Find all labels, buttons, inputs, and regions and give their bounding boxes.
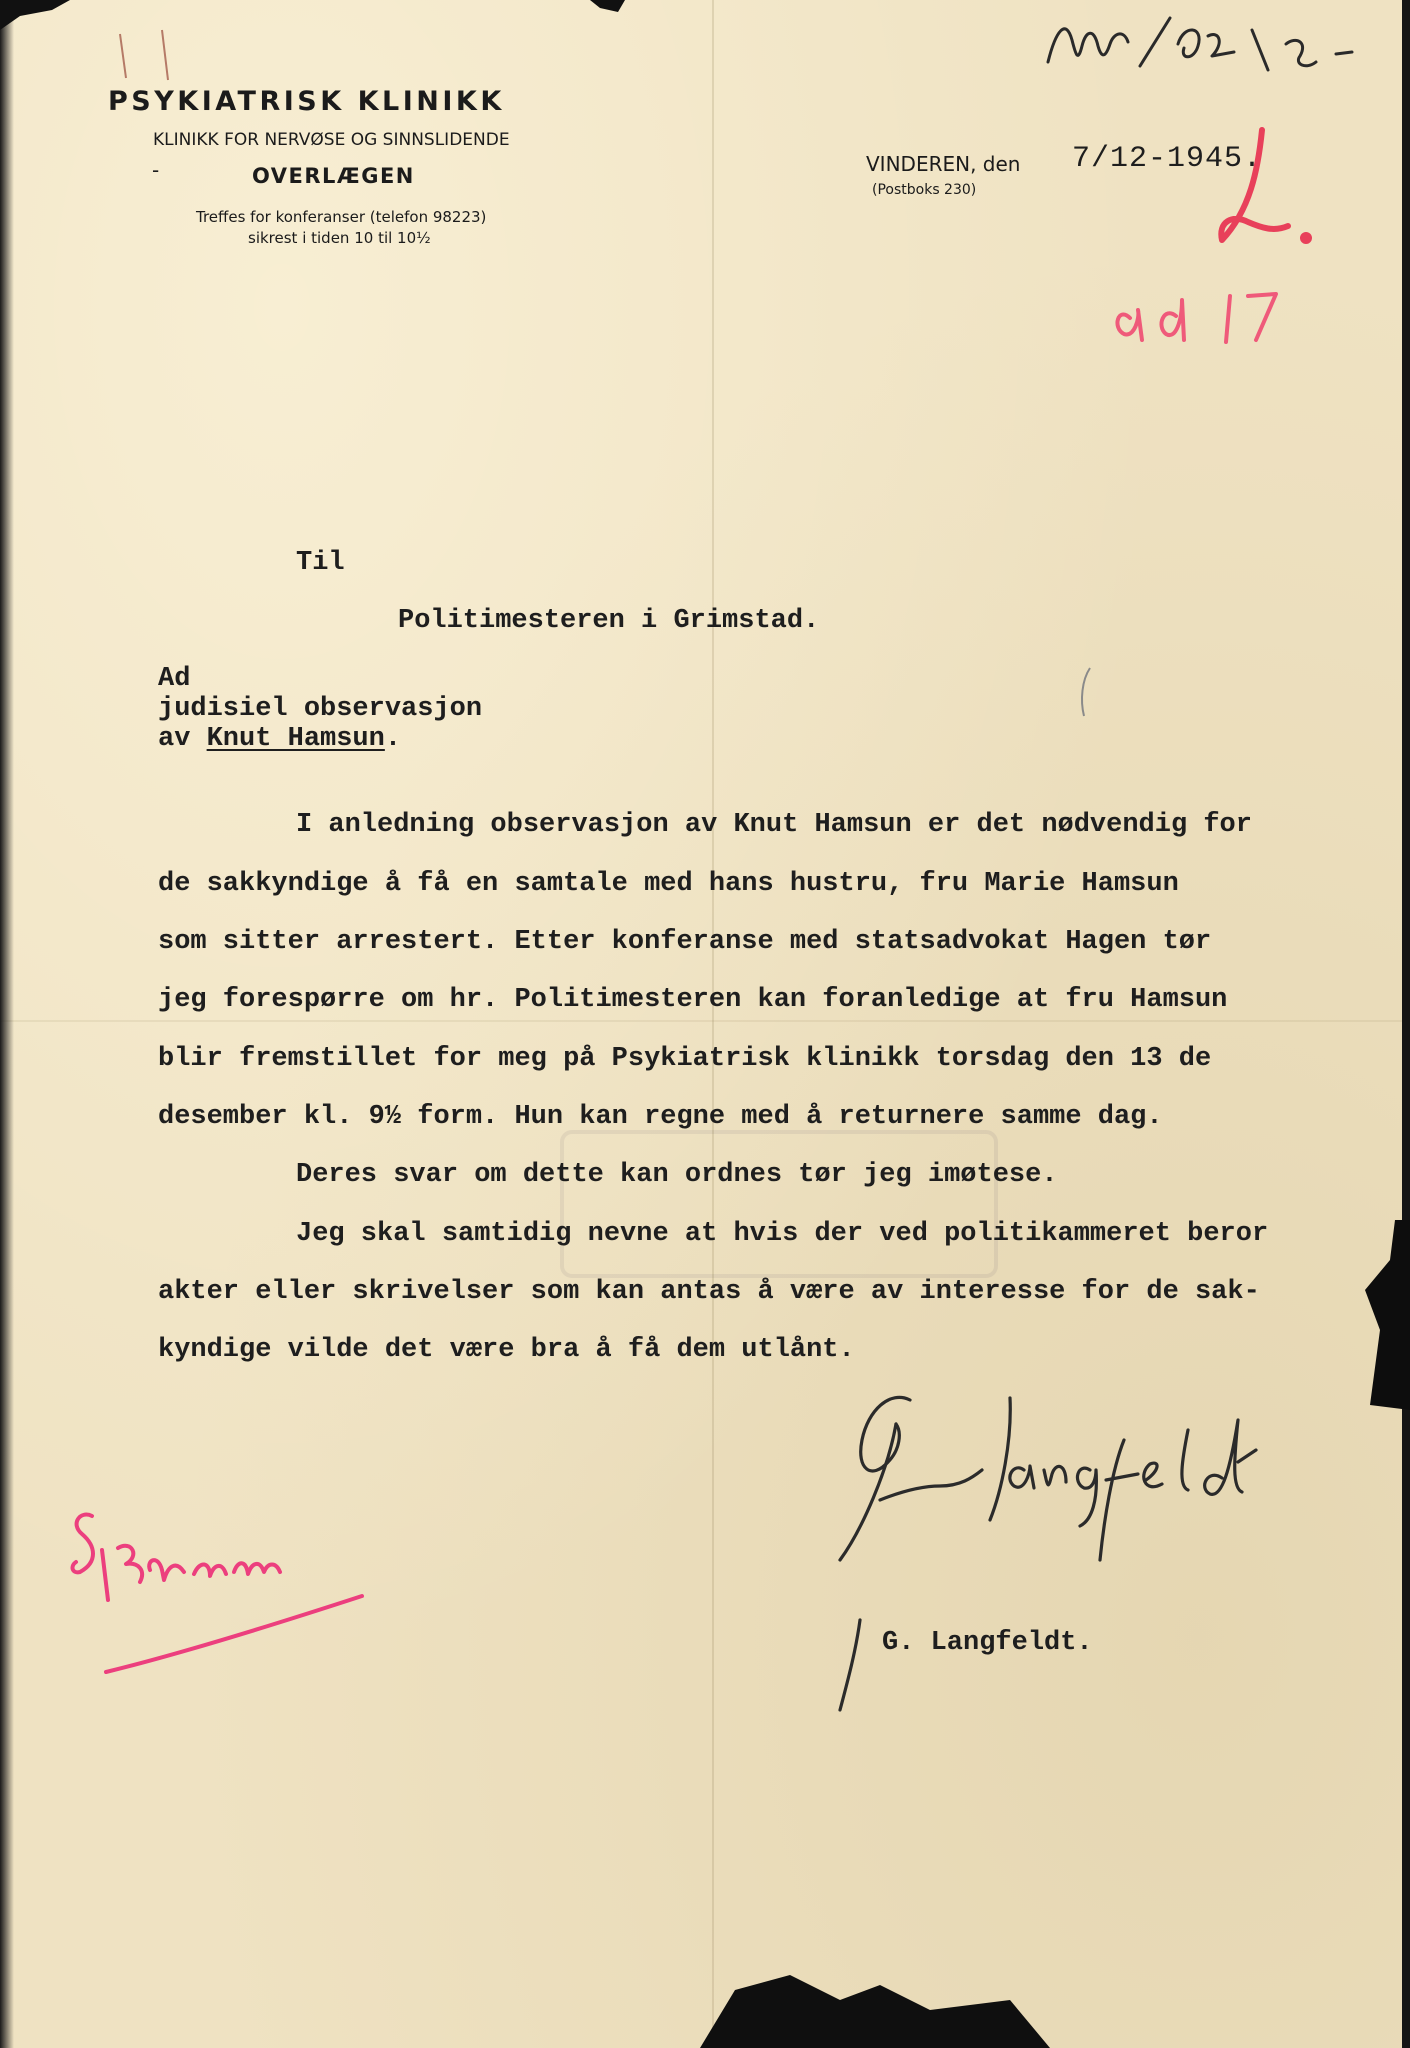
dateline-date: 7/12-1945. xyxy=(1072,142,1263,176)
dateline-postbox: (Postboks 230) xyxy=(872,182,977,198)
faint-bleedthrough-stamp xyxy=(560,1130,998,1278)
torn-edge-right xyxy=(1365,1220,1410,1410)
letterhead-hours-line2: sikrest i tiden 10 til 10½ xyxy=(248,229,431,247)
body-line-2: de sakkyndige å få en samtale med hans hustru, fru Marie Hamsun xyxy=(158,869,1179,899)
subject-line-2: judisiel observasjon xyxy=(158,694,483,724)
handwritten-reference-top-right xyxy=(1048,18,1352,70)
addressee: Politimesteren i Grimstad. xyxy=(398,606,820,636)
handwritten-signature xyxy=(840,1397,1256,1710)
subject-line-3 xyxy=(158,724,401,754)
letterhead-hours-line1: Treffes for konferanser (telefon 98223) xyxy=(196,208,487,226)
body-line-8: Jeg skal samtidig nevne at hvis der ved politikammeret beror xyxy=(296,1219,1269,1249)
body-line-4: jeg forespørre om hr. Politimesteren kan foranledige at fru Hamsun xyxy=(158,985,1228,1015)
body-line-1: I anledning observasjon av Knut Hamsun er det nødvendig for xyxy=(296,810,1252,840)
body-line-9: akter eller skrivelser som kan antas å være av interesse for de sak- xyxy=(158,1277,1260,1307)
red-pencil-reference xyxy=(1117,294,1276,342)
torn-edge-bottom xyxy=(700,1975,1050,2048)
body-line-7: Deres svar om dette kan ordnes tør jeg imøtese. xyxy=(296,1160,1058,1190)
pink-pencil-name xyxy=(73,1515,362,1672)
typed-signature: G. Langfeldt. xyxy=(882,1628,1093,1658)
body-line-10: kyndige vilde det være bra å få dem utlånt. xyxy=(158,1335,855,1365)
subject-line-1: Ad xyxy=(158,664,191,694)
subject-name: Knut Hamsun xyxy=(206,724,385,754)
torn-notch-top xyxy=(590,0,625,12)
body-line-6: desember kl. 9½ form. Hun kan regne med å returnere samme dag. xyxy=(158,1102,1163,1132)
pencil-tick-marks xyxy=(120,30,168,80)
subject-prefix: av xyxy=(158,724,191,754)
salutation: Til xyxy=(296,548,345,578)
subject-suffix: . xyxy=(384,724,402,754)
body-line-3: som sitter arrestert. Etter konferanse med statsadvokat Hagen tør xyxy=(158,927,1212,957)
letterhead-dash: - xyxy=(152,158,160,182)
letterhead-institution: PSYKIATRISK KLINIKK xyxy=(108,86,505,117)
letterhead-role: OVERLÆGEN xyxy=(252,164,415,188)
torn-corner-top-left xyxy=(0,0,70,30)
dateline-place: VINDEREN, den xyxy=(866,152,1021,176)
body-line-5: blir fremstillet for meg på Psykiatrisk klinikk torsdag den 13 de xyxy=(158,1044,1212,1074)
red-pencil-initial xyxy=(1221,130,1309,241)
letterhead-subtitle: KLINIKK FOR NERVØSE OG SINNSLIDENDE xyxy=(153,130,510,150)
pencil-mark xyxy=(1082,668,1090,716)
